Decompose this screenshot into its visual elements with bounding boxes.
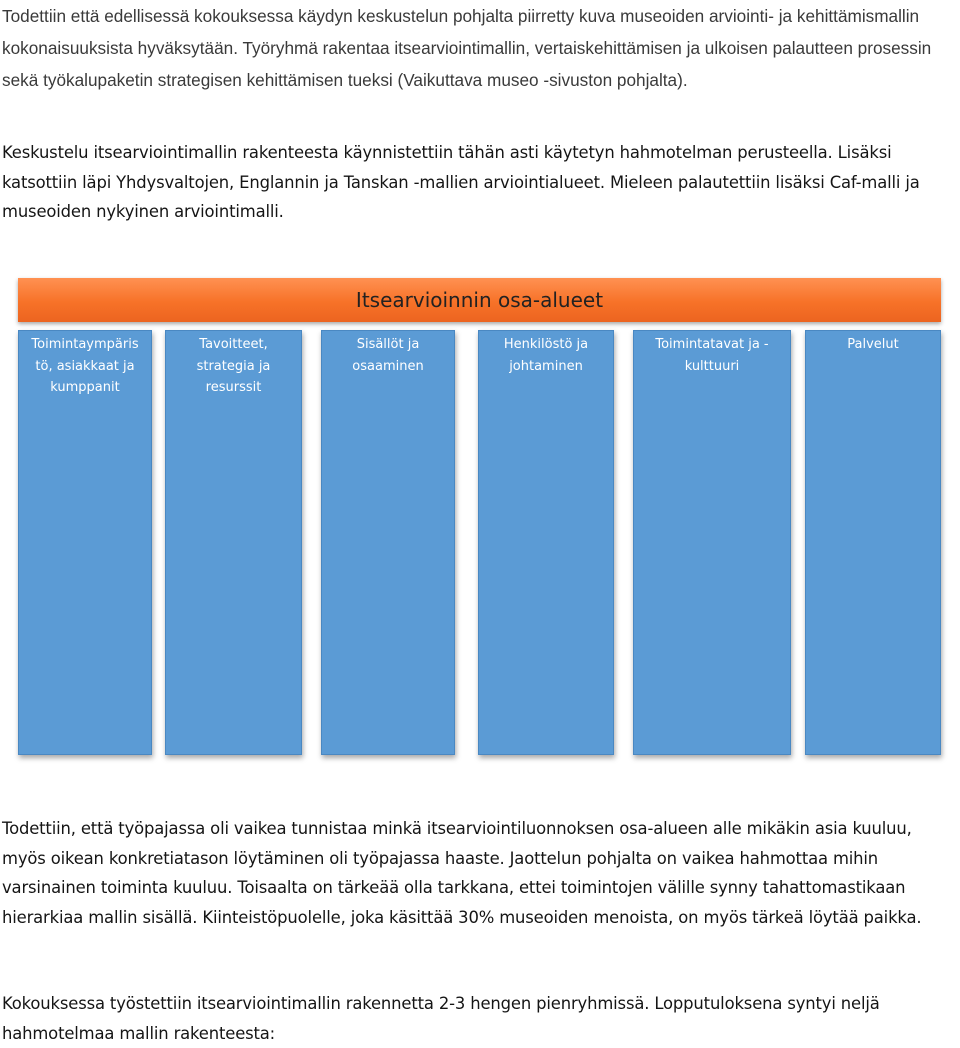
area-column-label: Tavoitteet, strategia ja resurssit (196, 337, 271, 395)
area-column (805, 330, 941, 755)
area-column-label: Henkilöstö ja johtaminen (503, 337, 589, 374)
area-column (478, 330, 614, 755)
diagram-title: Itsearvioinnin osa-alueet (18, 278, 941, 322)
area-column (165, 330, 302, 755)
area-column-label: Toimintaympäris tö, asiakkaat ja kumppanit (31, 337, 139, 395)
area-column (633, 330, 791, 755)
outcome-paragraph: Kokouksessa työstettiin itsearviointimallin rakennetta 2-3 hengen pienryhmissä. Lopputuloksena syntyi neljä hahmotelmaa mallin rakenteesta: (2, 994, 880, 1043)
area-column-label: Sisällöt ja osaaminen (352, 337, 424, 374)
workshop-paragraph: Todettiin, että työpajassa oli vaikea tunnistaa minkä itsearviointiluonnoksen osa-alueen alle mikäkin asia kuuluu, myös oikean konkretiatason löytäminen oli työpajassa haaste. Jaottelun pohjalta on vaikea hahmottaa mihin varsinainen toiminta kuuluu. Toisaalta on tärkeää olla tarkkana, ettei toimintojen välille synny tahattomastikaan hierarkiaa mallin sisällä. Kiinteistöpuolelle, joka käsittää 30% museoiden menoista, on myös tärkeä löytää paikka. (2, 819, 922, 927)
intro-paragraph: Todettiin että edellisessä kokouksessa käydyn keskustelun pohjalta piirretty kuva museoiden arviointi- ja kehittämismallin kokonaisuuksista hyväksytään. Työryhmä rakentaa itsearviointimallin, vertaiskehittämisen ja ulkoisen palautteen prosessin sekä työkalupaketin strategisen kehittämisen tueksi (Vaikuttava museo -sivuston pohjalta). (2, 6, 932, 90)
self-assessment-diagram (18, 278, 941, 758)
area-column (321, 330, 455, 755)
area-column-label: Palvelut (847, 337, 899, 352)
discussion-paragraph: Keskustelu itsearviointimallin rakenteesta käynnistettiin tähän asti käytetyn hahmotelman perusteella. Lisäksi katsottiin läpi Yhdysvaltojen, Englannin ja Tanskan -mallien arviointialueet. Mieleen palautettiin lisäksi Caf-malli ja museoiden nykyinen arviointimalli. (2, 143, 920, 221)
area-column (18, 330, 152, 755)
area-column-label: Toimintatavat ja - kulttuuri (655, 337, 769, 374)
